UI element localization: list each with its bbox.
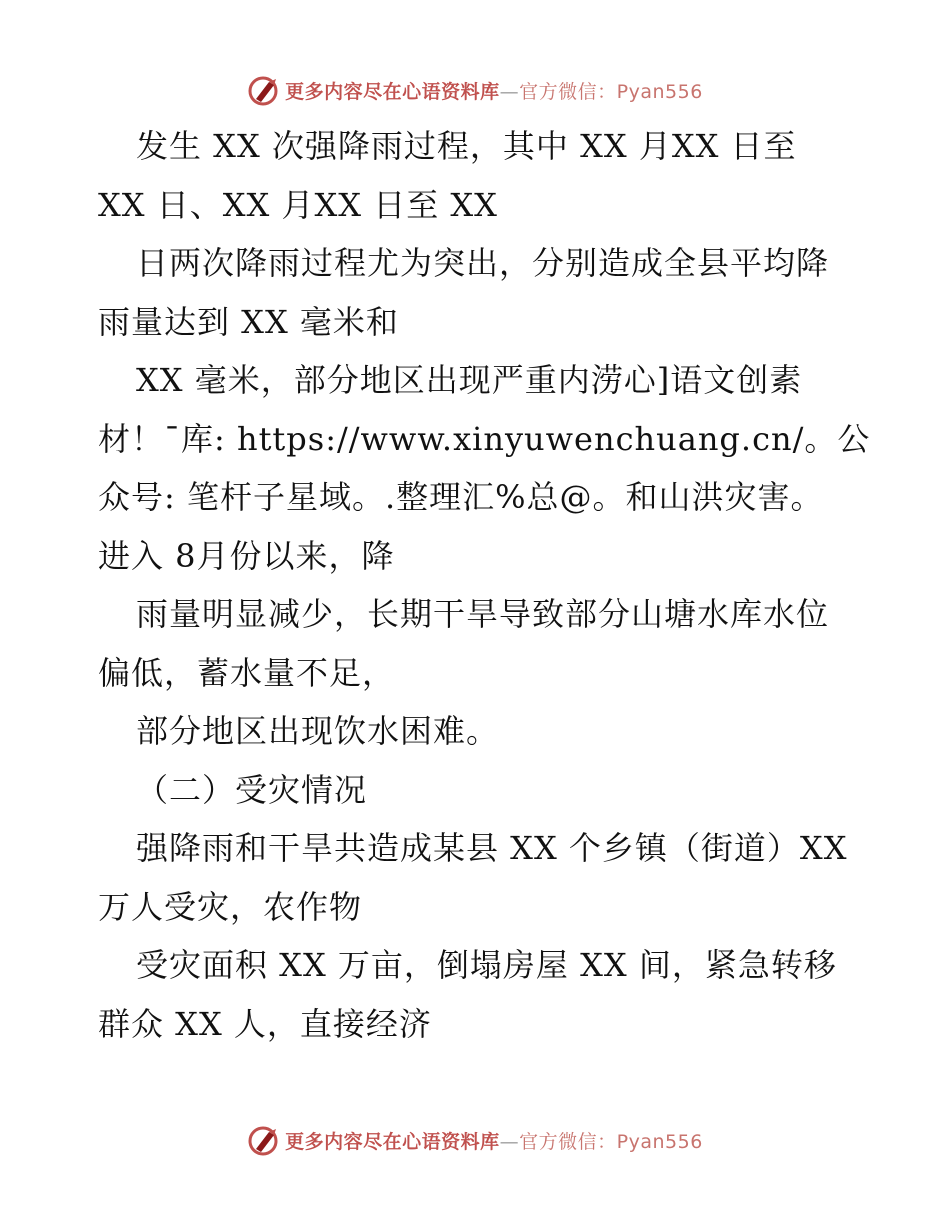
header-banner (0, 70, 950, 110)
body-line: XX 毫米，部分地区出现严重内涝心]语文创素 (136, 361, 803, 399)
document-body (98, 117, 878, 1053)
body-line: 发生 XX 次强降雨过程，其中 XX 月XX 日至 (136, 127, 797, 165)
body-line: 雨量明显减少，长期干旱导致部分山塘水库水位 (136, 595, 830, 633)
body-line: 强降雨和干旱共造成某县 XX 个乡镇（街道）XX (136, 829, 848, 867)
pen-logo-icon (247, 1123, 281, 1157)
footer-banner (0, 1120, 950, 1160)
body-line: 偏低，蓄水量不足， (98, 653, 396, 692)
body-line: 部分地区出现饮水困难。 (136, 712, 500, 750)
header-dash: — (499, 80, 520, 103)
body-line: XX 日、XX 月XX 日至 XX (98, 185, 498, 224)
body-line: 众号: 笔杆子星域。.整理汇%总@。和山洪灾害。 (98, 478, 824, 516)
body-line: 日两次降雨过程尤为突出，分别造成全县平均降 (136, 244, 830, 282)
body-line: 万人受灾，农作物 (98, 887, 363, 926)
body-line: 雨量达到 XX 毫米和 (98, 302, 399, 341)
header-brand: 更多内容尽在心语资料库 (285, 80, 500, 103)
body-line: 材！¯库: https://www.xinyuwenchuang.cn/。公 (98, 419, 871, 458)
body-line: 进入 8月份以来，降 (98, 536, 395, 575)
body-line: 群众 XX 人，直接经济 (98, 1004, 432, 1043)
body-line: 受灾面积 XX 万亩，倒塌房屋 XX 间，紧急转移 (136, 946, 837, 984)
footer-wechat: 官方微信：Pyan556 (519, 1130, 703, 1153)
footer-brand: 更多内容尽在心语资料库 (285, 1130, 500, 1153)
pen-logo-icon (247, 73, 281, 107)
section-heading: （二）受灾情况 (136, 770, 368, 809)
footer-dash: — (499, 1130, 520, 1153)
header-wechat: 官方微信：Pyan556 (519, 80, 703, 103)
